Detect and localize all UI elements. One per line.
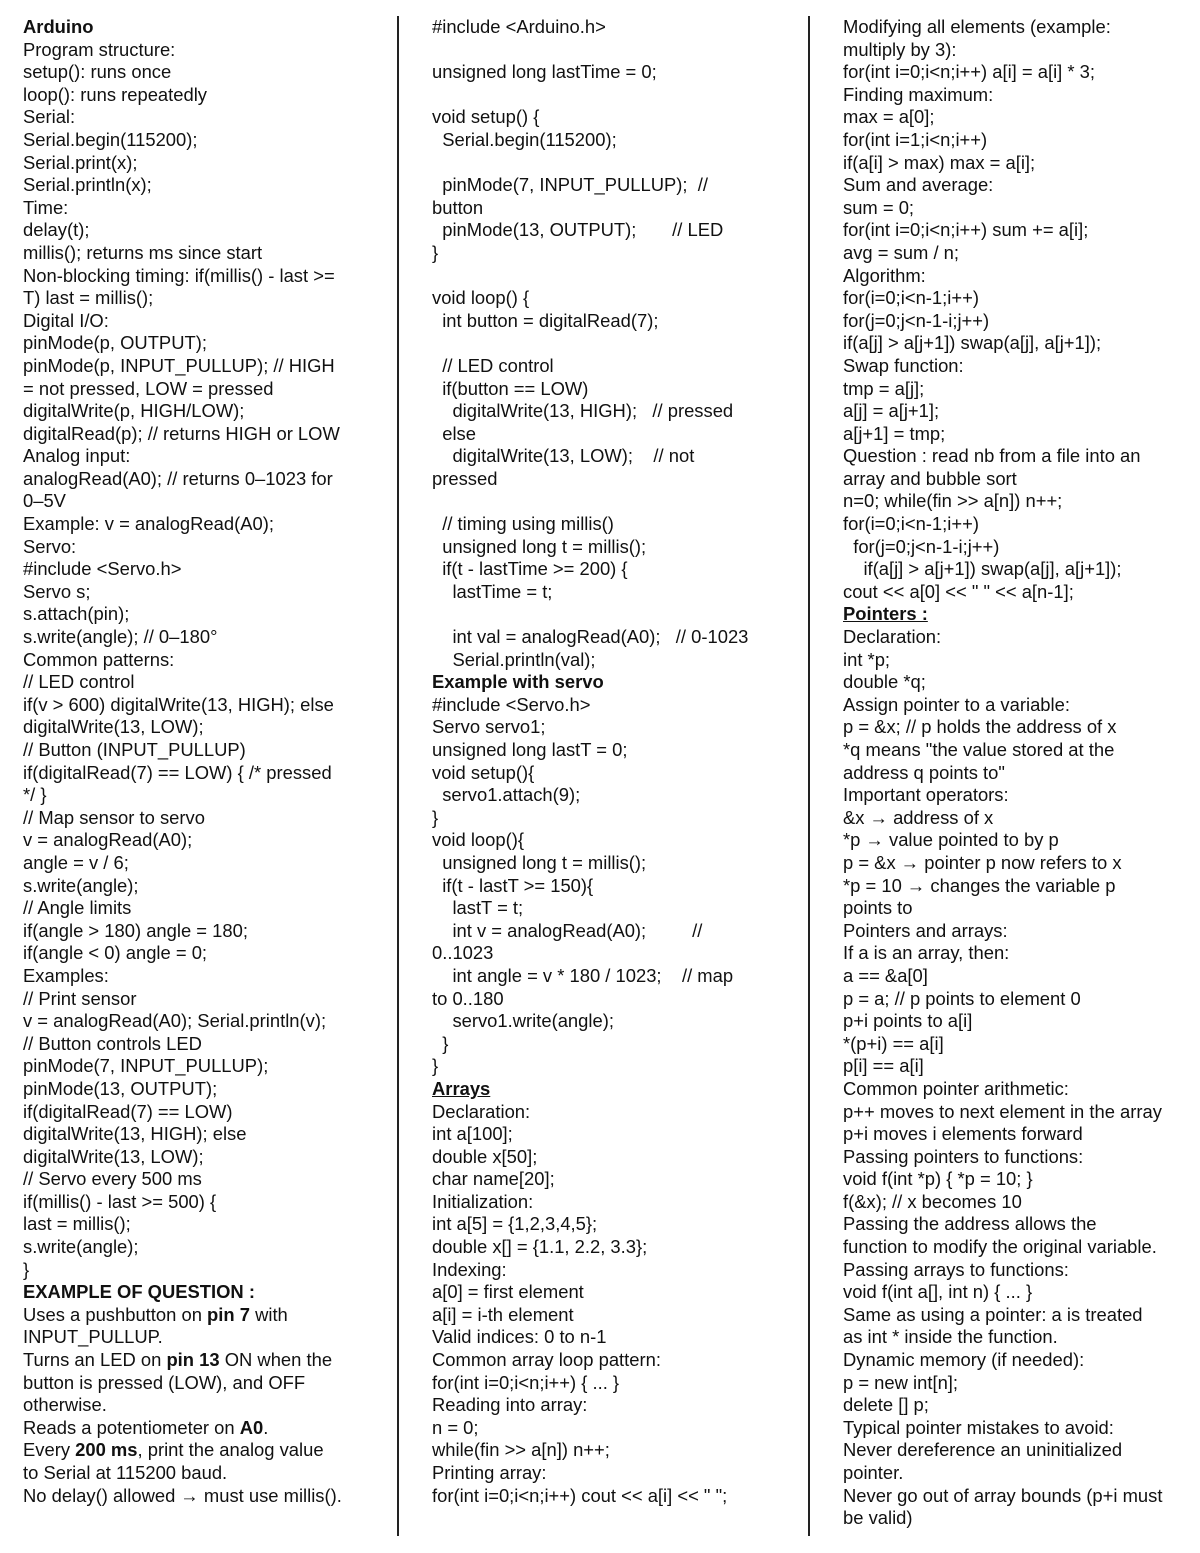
section-heading: Arrays xyxy=(432,1077,491,1099)
text-line: Assign pointer to a variable: xyxy=(843,693,1070,715)
column-arrays-and-pointers xyxy=(843,16,1193,1530)
text-line: *p = 10 → changes the variable p xyxy=(843,874,1116,896)
text-line: // LED control xyxy=(23,671,135,693)
text-line: */ } xyxy=(23,784,47,806)
text-line: Examples: xyxy=(23,964,109,986)
text-line: Non-blocking timing: if(millis() - last >= xyxy=(23,264,335,286)
text-line: cout << a[0] << " " << a[n-1]; xyxy=(843,580,1074,602)
text-line: Common pointer arithmetic: xyxy=(843,1077,1069,1099)
text-line: Swap function: xyxy=(843,354,964,376)
text-line: pressed xyxy=(432,467,498,489)
text-line: Program structure: xyxy=(23,38,176,60)
text-line: // Map sensor to servo xyxy=(23,806,205,828)
column-divider-right xyxy=(808,16,810,1536)
text-line: Typical pointer mistakes to avoid: xyxy=(843,1416,1114,1438)
text-line: } xyxy=(432,1055,439,1077)
text-line: digitalWrite(13, HIGH); else xyxy=(23,1123,247,1145)
text-line: Serial.begin(115200); xyxy=(432,128,617,150)
column-divider-left xyxy=(397,16,399,1536)
text-line: p++ moves to next element in the array xyxy=(843,1100,1162,1122)
text-line: to 0..180 xyxy=(432,987,504,1009)
text-line: int a[5] = {1,2,3,4,5}; xyxy=(432,1213,598,1235)
text-line: char name[20]; xyxy=(432,1168,555,1190)
text-line: Printing array: xyxy=(432,1462,547,1483)
text-line: pinMode(7, INPUT_PULLUP); // xyxy=(432,174,708,196)
text-line: a == &a[0] xyxy=(843,964,928,986)
text-line: while(fin >> a[n]) n++; xyxy=(432,1439,610,1461)
text-line: Serial.println(x); xyxy=(23,174,152,196)
text-line: v = analogRead(A0); xyxy=(23,829,193,851)
text-line: Analog input: xyxy=(23,445,131,467)
text-line: sum = 0; xyxy=(843,196,915,218)
text-line: int angle = v * 180 / 1023; // map xyxy=(432,964,734,986)
text-line: Passing pointers to functions: xyxy=(843,1145,1084,1167)
text-line: if(digitalRead(7) == LOW) xyxy=(23,1100,233,1122)
text-line: T) last = millis(); xyxy=(23,287,154,309)
text-line: pinMode(7, INPUT_PULLUP); xyxy=(23,1055,269,1077)
text-line: loop(): runs repeatedly xyxy=(23,83,208,105)
text-line: if(t - lastTime >= 200) { xyxy=(432,558,628,580)
text-line: s.write(angle); xyxy=(23,1236,139,1258)
text-line: array and bubble sort xyxy=(843,467,1017,489)
blank-line xyxy=(432,39,782,62)
text-line: // Angle limits xyxy=(23,897,132,919)
text-line: Algorithm: xyxy=(843,264,926,286)
text-line: if(a[j] > a[j+1]) swap(a[j], a[j+1]); xyxy=(843,332,1102,354)
text-line: void setup() { xyxy=(432,106,540,128)
text-line: digitalWrite(13, HIGH); // pressed xyxy=(432,400,734,422)
text-line: Common patterns: xyxy=(23,648,175,670)
text-line: lastT = t; xyxy=(432,897,524,919)
emphasis: pin 13 xyxy=(166,1349,220,1371)
text-line: p+i moves i elements forward xyxy=(843,1123,1083,1145)
text-line: analogRead(A0); // returns 0–1023 for xyxy=(23,467,333,489)
text-line xyxy=(23,1417,373,1440)
text-line: Common array loop pattern: xyxy=(432,1349,661,1371)
text-line: Important operators: xyxy=(843,784,1009,806)
text-line: for(int i=0;i<n;i++) { ... } xyxy=(432,1371,620,1393)
emphasis: pin 7 xyxy=(207,1303,250,1325)
text-line: Same as using a pointer: a is treated xyxy=(843,1303,1143,1325)
text-line: v = analogRead(A0); Serial.println(v); xyxy=(23,1010,327,1032)
text-line: 0..1023 xyxy=(432,942,494,964)
text-line: Valid indices: 0 to n-1 xyxy=(432,1326,607,1348)
text-line: Initialization: xyxy=(432,1190,534,1212)
text-line: n=0; while(fin >> a[n]) n++; xyxy=(843,490,1063,512)
text-line: max = a[0]; xyxy=(843,106,935,128)
text-line: pinMode(13, OUTPUT); xyxy=(23,1077,218,1099)
text-line: Declaration: xyxy=(843,626,942,648)
text-line: #include <Arduino.h> xyxy=(432,16,606,37)
text-line: #include <Servo.h> xyxy=(23,558,182,580)
text-line: Pointers and arrays: xyxy=(843,919,1008,941)
text-line: Servo: xyxy=(23,535,77,557)
text-line: for(j=0;j<n-1-i;j++) xyxy=(843,535,1000,557)
blank-line xyxy=(432,332,782,355)
text-line: a[0] = first element xyxy=(432,1281,584,1303)
text-segment: ON when the xyxy=(219,1349,333,1371)
text-line xyxy=(23,1349,373,1372)
text-line: if(button == LOW) xyxy=(432,377,589,399)
text-line: button is pressed (LOW), and OFF xyxy=(23,1371,306,1393)
text-line: tmp = a[j]; xyxy=(843,377,925,399)
text-line: if(digitalRead(7) == LOW) { /* pressed xyxy=(23,761,332,783)
text-line: pointer. xyxy=(843,1462,904,1483)
text-line: unsigned long lastTime = 0; xyxy=(432,61,657,83)
text-line: if(a[j] > a[j+1]) swap(a[j], a[j+1]); xyxy=(843,558,1122,580)
text-line: function to modify the original variable. xyxy=(843,1236,1157,1258)
text-line: int *p; xyxy=(843,648,891,670)
section-heading: Pointers : xyxy=(843,603,928,625)
text-line: as int * inside the function. xyxy=(843,1326,1058,1348)
text-line: Example: v = analogRead(A0); xyxy=(23,513,274,535)
text-line: 0–5V xyxy=(23,490,66,512)
text-line: Servo s; xyxy=(23,580,91,602)
text-line: Serial.print(x); xyxy=(23,151,138,173)
text-line: if(angle > 180) angle = 180; xyxy=(23,919,248,941)
text-line: Serial: xyxy=(23,106,76,128)
text-line: digitalWrite(p, HIGH/LOW); xyxy=(23,400,245,422)
text-line: void loop(){ xyxy=(432,829,525,851)
text-line: pinMode(13, OUTPUT); // LED xyxy=(432,219,724,241)
text-line: if(millis() - last >= 500) { xyxy=(23,1190,217,1212)
text-line: // LED control xyxy=(432,354,554,376)
text-line: multiply by 3): xyxy=(843,38,957,60)
text-line: p+i points to a[i] xyxy=(843,1010,973,1032)
blank-line xyxy=(432,490,782,513)
text-line: } xyxy=(432,241,439,263)
text-line: unsigned long lastT = 0; xyxy=(432,739,628,760)
text-line: pinMode(p, OUTPUT); xyxy=(23,332,207,354)
text-line: If a is an array, then: xyxy=(843,942,1010,964)
text-line: p = a; // p points to element 0 xyxy=(843,987,1081,1009)
text-line: // Print sensor xyxy=(23,987,137,1009)
text-line: *p → value pointed to by p xyxy=(843,829,1059,851)
text-line: } xyxy=(23,1258,30,1280)
text-line: digitalWrite(13, LOW); xyxy=(23,716,204,738)
text-segment: , print the analog value xyxy=(137,1439,324,1461)
column-arduino xyxy=(23,16,373,1507)
text-line: int a[100]; xyxy=(432,1123,513,1145)
text-line: Dynamic memory (if needed): xyxy=(843,1349,1085,1371)
text-line: millis(); returns ms since start xyxy=(23,241,263,263)
text-line: p[i] == a[i] xyxy=(843,1055,924,1077)
text-line: s.write(angle); xyxy=(23,874,139,896)
emphasis: 200 ms xyxy=(75,1439,138,1461)
text-line: INPUT_PULLUP. xyxy=(23,1326,163,1348)
text-line: #include <Servo.h> xyxy=(432,693,591,715)
text-line: digitalWrite(13, LOW); // not xyxy=(432,445,695,467)
text-line: Sum and average: xyxy=(843,174,994,196)
text-line xyxy=(23,1304,373,1327)
text-line: = not pressed, LOW = pressed xyxy=(23,377,274,399)
text-line: be valid) xyxy=(843,1507,913,1529)
blank-line xyxy=(432,603,782,626)
text-line: s.write(angle); // 0–180° xyxy=(23,626,218,648)
text-line: void setup(){ xyxy=(432,761,535,783)
text-line: Declaration: xyxy=(432,1100,531,1122)
text-line: pinMode(p, INPUT_PULLUP); // HIGH xyxy=(23,354,335,376)
text-line: digitalWrite(13, LOW); xyxy=(23,1145,204,1167)
text-line: Serial.println(val); xyxy=(432,648,596,670)
text-line: double x[50]; xyxy=(432,1145,538,1167)
text-line: double x[] = {1.1, 2.2, 3.3}; xyxy=(432,1236,648,1258)
text-line: a[j+1] = tmp; xyxy=(843,422,946,444)
text-line: servo1.write(angle); xyxy=(432,1010,614,1032)
text-segment: Turns an LED on xyxy=(23,1349,167,1371)
text-line: if(v > 600) digitalWrite(13, HIGH); else xyxy=(23,693,334,715)
text-line: Serial.begin(115200); xyxy=(23,128,198,150)
text-line: Never dereference an uninitialized xyxy=(843,1439,1123,1461)
column-code-and-arrays xyxy=(432,16,782,1507)
text-line: if(angle < 0) angle = 0; xyxy=(23,942,208,964)
text-line: void f(int *p) { *p = 10; } xyxy=(843,1168,1033,1190)
text-line: for(j=0;j<n-1-i;j++) xyxy=(843,309,990,331)
text-line: Indexing: xyxy=(432,1258,507,1280)
text-line: to Serial at 115200 baud. xyxy=(23,1462,228,1483)
text-line: button xyxy=(432,196,484,218)
text-line: // timing using millis() xyxy=(432,513,614,535)
text-segment: Reads a potentiometer on xyxy=(23,1416,240,1438)
text-line: if(a[i] > max) max = a[i]; xyxy=(843,151,1036,173)
text-line: for(int i=1;i<n;i++) xyxy=(843,128,988,150)
text-line: lastTime = t; xyxy=(432,580,553,602)
text-line: Finding maximum: xyxy=(843,83,994,105)
text-line: } xyxy=(432,1032,449,1054)
text-line: void f(int a[], int n) { ... } xyxy=(843,1281,1033,1303)
text-line: &x → address of x xyxy=(843,806,994,828)
text-line: Time: xyxy=(23,196,69,218)
text-line: for(int i=0;i<n;i++) sum += a[i]; xyxy=(843,219,1089,241)
text-line: Digital I/O: xyxy=(23,309,109,331)
text-segment: Every xyxy=(23,1439,76,1461)
text-line: setup(): runs once xyxy=(23,61,172,83)
text-line: double *q; xyxy=(843,671,926,693)
text-segment: . xyxy=(263,1416,269,1438)
text-line: *(p+i) == a[i] xyxy=(843,1032,944,1054)
section-heading: EXAMPLE OF QUESTION : xyxy=(23,1281,255,1303)
blank-line xyxy=(432,265,782,288)
text-line: p = &x → pointer p now refers to x xyxy=(843,851,1122,873)
text-line: address q points to" xyxy=(843,761,1005,783)
text-line: points to xyxy=(843,897,913,919)
text-line: n = 0; xyxy=(432,1416,479,1438)
text-line: Passing the address allows the xyxy=(843,1213,1097,1235)
text-line: Modifying all elements (example: xyxy=(843,16,1111,37)
text-line: last = millis(); xyxy=(23,1213,131,1235)
text-line: if(t - lastT >= 150){ xyxy=(432,874,594,896)
text-segment: Uses a pushbutton on xyxy=(23,1303,208,1325)
text-line: delete [] p; xyxy=(843,1394,929,1416)
text-line: *q means "the value stored at the xyxy=(843,739,1115,760)
text-line: Never go out of array bounds (p+i must xyxy=(843,1484,1163,1506)
text-line: servo1.attach(9); xyxy=(432,784,581,806)
text-line: // Button (INPUT_PULLUP) xyxy=(23,739,246,760)
text-line: a[i] = i-th element xyxy=(432,1303,574,1325)
text-line: unsigned long t = millis(); xyxy=(432,851,647,873)
text-line: a[j] = a[j+1]; xyxy=(843,400,940,422)
text-line: for(int i=0;i<n;i++) a[i] = a[i] * 3; xyxy=(843,61,1095,83)
text-line: Reading into array: xyxy=(432,1394,588,1416)
text-line: for(i=0;i<n-1;i++) xyxy=(843,287,979,309)
section-heading: Arduino xyxy=(23,16,94,37)
text-line: // Button controls LED xyxy=(23,1032,202,1054)
text-line: digitalRead(p); // returns HIGH or LOW xyxy=(23,422,340,444)
text-line: // Servo every 500 ms xyxy=(23,1168,202,1190)
text-line: int v = analogRead(A0); // xyxy=(432,919,703,941)
text-line: int val = analogRead(A0); // 0-1023 xyxy=(432,626,749,648)
text-line: Passing arrays to functions: xyxy=(843,1258,1069,1280)
blank-line xyxy=(432,84,782,107)
text-line: else xyxy=(432,422,476,444)
text-line: Servo servo1; xyxy=(432,716,546,738)
text-line: } xyxy=(432,806,439,828)
text-segment: with xyxy=(249,1303,288,1325)
text-line: s.attach(pin); xyxy=(23,603,130,625)
text-line: p = &x; // p holds the address of x xyxy=(843,716,1117,738)
section-heading: Example with servo xyxy=(432,671,604,693)
text-line: void loop() { xyxy=(432,287,530,309)
text-line: for(int i=0;i<n;i++) cout << a[i] << " "; xyxy=(432,1484,728,1506)
text-line: unsigned long t = millis(); xyxy=(432,535,647,557)
blank-line xyxy=(432,152,782,175)
text-line: p = new int[n]; xyxy=(843,1371,959,1393)
text-line: avg = sum / n; xyxy=(843,241,960,263)
text-line: Question : read nb from a file into an xyxy=(843,445,1141,467)
text-line: delay(t); xyxy=(23,219,90,241)
text-line: int button = digitalRead(7); xyxy=(432,309,659,331)
emphasis: A0 xyxy=(239,1416,264,1438)
text-line: angle = v / 6; xyxy=(23,851,129,873)
text-line: otherwise. xyxy=(23,1394,107,1416)
text-line: for(i=0;i<n-1;i++) xyxy=(843,513,979,535)
text-line: f(&x); // x becomes 10 xyxy=(843,1190,1022,1212)
text-line xyxy=(23,1439,373,1462)
text-line: No delay() allowed → must use millis(). xyxy=(23,1484,342,1506)
